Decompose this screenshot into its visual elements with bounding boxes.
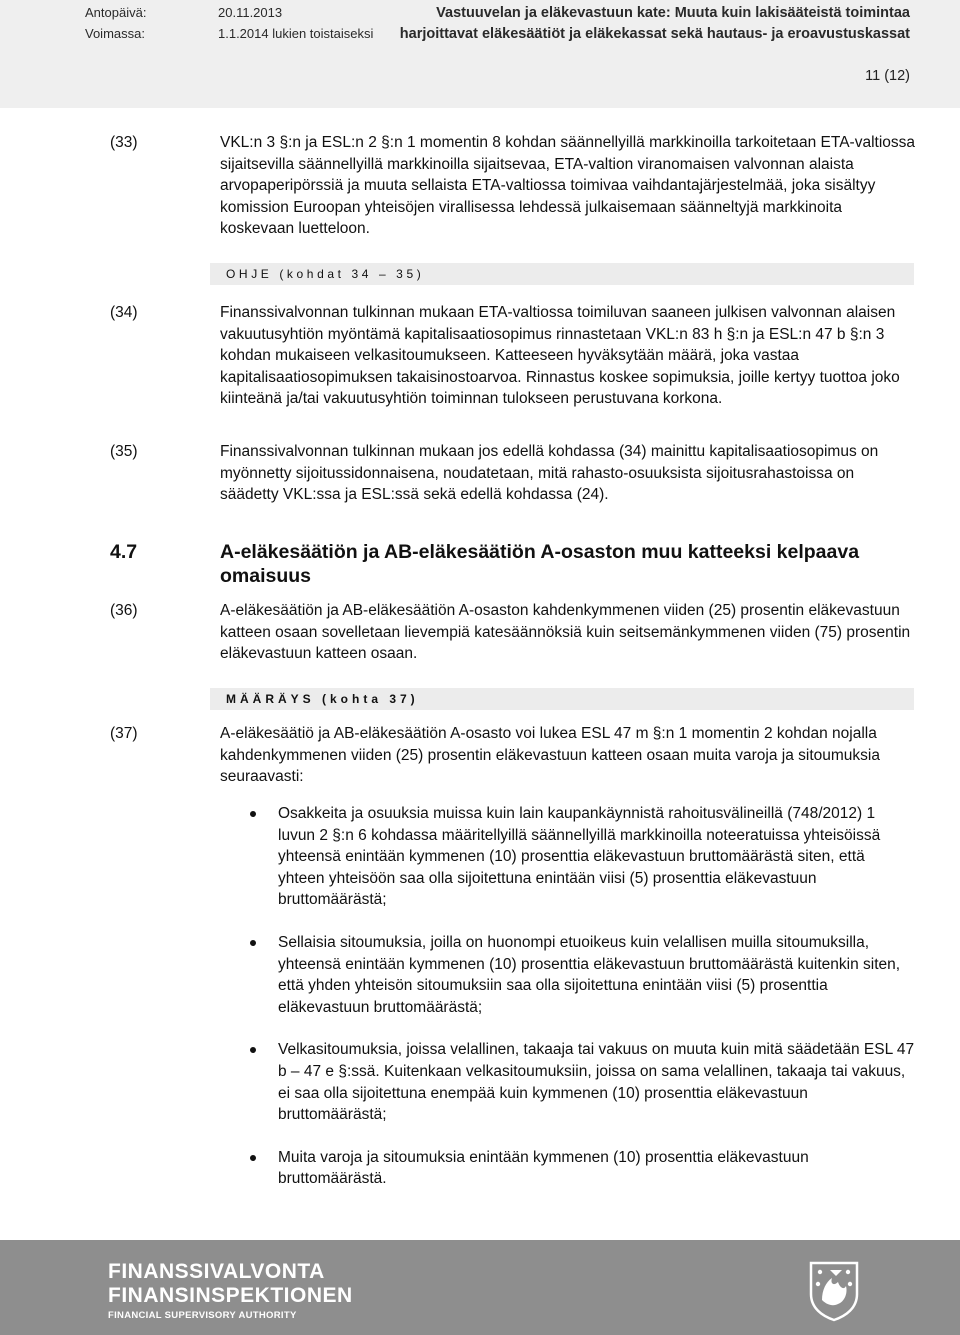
paragraph-number: (37) — [110, 725, 138, 742]
page-number: 11 (12) — [865, 68, 910, 84]
lion-crest-icon — [808, 1260, 860, 1322]
list-item — [250, 1147, 915, 1190]
paragraph-number: (33) — [110, 134, 138, 151]
list-item — [250, 932, 915, 1018]
paragraph-number: (36) — [110, 602, 138, 619]
paragraph-34 — [110, 302, 915, 410]
paragraph-number: (34) — [110, 304, 138, 321]
paragraph-text: Finanssivalvonnan tulkinnan mukaan ETA-valtiossa toimiluvan saaneen julkisen valvonnan alaisen vakuutusyhtiön myöntämä kapitalisaatiosopimus rinnastetaan VKL:n 83 h §:n ja ESL:n 47 b §:n 3 kohdan mukaiseen velkasitoumukseen. Katteeseen hyväksytään määrä, joka vastaa kapitalisaatiosopimuksen takaisinostoarvoa. Rinnastus koskee sopimuksia, joille kertyy tuottoa joko kiinteänä ja/tai vakuutusyhtiön toiminnan tulokseen perustuvana korkona. — [220, 304, 900, 408]
paragraph-text: VKL:n 3 §:n ja ESL:n 2 §:n 1 momentin 8 kohdan säännellyillä markkinoilla tarkoitetaan ETA-valtiossa sijaitsevilla säännellyillä markkinoilla sijaitsevaa, ETA-valtion viranomaisen valvonnan alaista arvopaperipörssiä ja muuta sellaista ETA-valtiossa toimivaa vaihdantajärjestelmää, joka sisältyy komission Euroopan yhteisöjen virallisessa lehdessä julkaisemaan säänneltyjä markkinoita koskevaan luetteloon. — [220, 134, 916, 238]
valid-label: Voimassa: — [85, 26, 145, 41]
list-item-text: Osakkeita ja osuuksia muissa kuin lain kaupankäynnistä rahoitusvälineillä (748/2012) 1 luvun 2 §:n 6 kohdassa määritellyillä säännellyillä markkinoilla noteeratuissa yhteisöissä yhteensä enintään kymmenen (10) prosenttia eläkevastuun bruttomäärästä siten, että yhteen yhteisöön saa olla sijoitettuna enintään viisi (5) prosenttia eläkevastuun bruttomäärästä; — [278, 805, 881, 909]
page-header — [0, 0, 960, 108]
page-footer — [0, 1240, 960, 1335]
bullet-icon — [250, 1047, 256, 1053]
bullet-list — [250, 803, 915, 1211]
list-item-text: Sellaisia sitoumuksia, joilla on huonompi etuoikeus kuin velallisen muilla sitoumuksilla, yhteensä enintään kymmenen (10) prosenttia eläkevastuun bruttomäärästä kuitenkin siten, että yhden yhteisön sitoumuksiin saa olla sijoitettuna enintään viisi (5) prosenttia eläkevastuun bruttomäärästä; — [278, 933, 901, 1016]
list-item — [250, 803, 915, 911]
bullet-icon — [250, 1155, 256, 1161]
document-title-line-2: harjoittavat eläkesäätiöt ja eläkekassat sekä hautaus- ja eroavustuskassat — [399, 26, 910, 42]
section-heading — [110, 540, 915, 588]
bullet-icon — [250, 811, 256, 817]
list-item-text: Muita varoja ja sitoumuksia enintään kymmenen (10) prosenttia eläkevastuun bruttomäärästä. — [278, 1148, 809, 1188]
list-item-text: Velkasitoumuksia, joissa velallinen, takaaja tai vakuus on muuta kuin mitä säädetään ESL 47 b – 47 e §:ssä. Kuitenkaan velkasitoumuksiin, joissa on sama velallinen, takaaja tai vakuus, ei saa olla sijoitettuna enempää kuin kymmenen (10) prosenttia eläkevastuun bruttomäärästä; — [278, 1041, 915, 1124]
paragraph-text: A-eläkesäätiön ja AB-eläkesäätiön A-osaston kahdenkymmenen viiden (25) prosentin eläkevastuun katteen osaan sovelletaan lievempiä katesäännöksiä kuin seitsemänkymmenen viiden (75) prosentin eläkevastuun katteen osaan. — [220, 602, 911, 663]
list-item — [250, 1039, 915, 1125]
section-title: A-eläkesäätiön ja AB-eläkesäätiön A-osaston muu katteeksi kelpaava omaisuus — [220, 541, 860, 587]
published-date: 20.11.2013 — [218, 5, 283, 20]
section-number: 4.7 — [110, 541, 138, 563]
paragraph-35 — [110, 441, 915, 506]
logo-line-2: FINANSINSPEKTIONEN — [108, 1284, 353, 1307]
published-label: Antopäivä: — [85, 5, 147, 20]
paragraph-36 — [110, 600, 915, 665]
paragraph-text: Finanssivalvonnan tulkinnan mukaan jos edellä kohdassa (34) mainittu kapitalisaatiosopimus on myönnetty sijoitussidonnaisena, noudatetaan, mitä rahasto-osuuksista sijoitusrahastoissa on säädetty VKL:ssa ja ESL:ssä sekä edellä kohdassa (24). — [220, 443, 879, 504]
paragraph-37 — [110, 723, 915, 788]
logo-line-3: FINANCIAL SUPERVISORY AUTHORITY — [108, 1310, 297, 1321]
guidance-banner: OHJE (kohdat 34 – 35) — [210, 263, 914, 285]
document-title-line-1: Vastuuvelan ja eläkevastuun kate: Muuta kuin lakisääteistä toimintaa — [436, 5, 910, 21]
paragraph-33 — [110, 132, 915, 240]
logo-line-1: FINANSSIVALVONTA — [108, 1260, 325, 1283]
regulation-banner: MÄÄRÄYS (kohta 37) — [210, 688, 914, 710]
paragraph-text: A-eläkesäätiö ja AB-eläkesäätiön A-osasto voi lukea ESL 47 m §:n 1 momentin 2 kohdan nojalla kahdenkymmenen viiden (25) prosentin eläkevastuun katteen osaan muita varoja ja sitoumuksia seuraavasti: — [220, 725, 880, 786]
paragraph-number: (35) — [110, 443, 138, 460]
valid-value: 1.1.2014 lukien toistaiseksi — [218, 26, 374, 41]
bullet-icon — [250, 940, 256, 946]
